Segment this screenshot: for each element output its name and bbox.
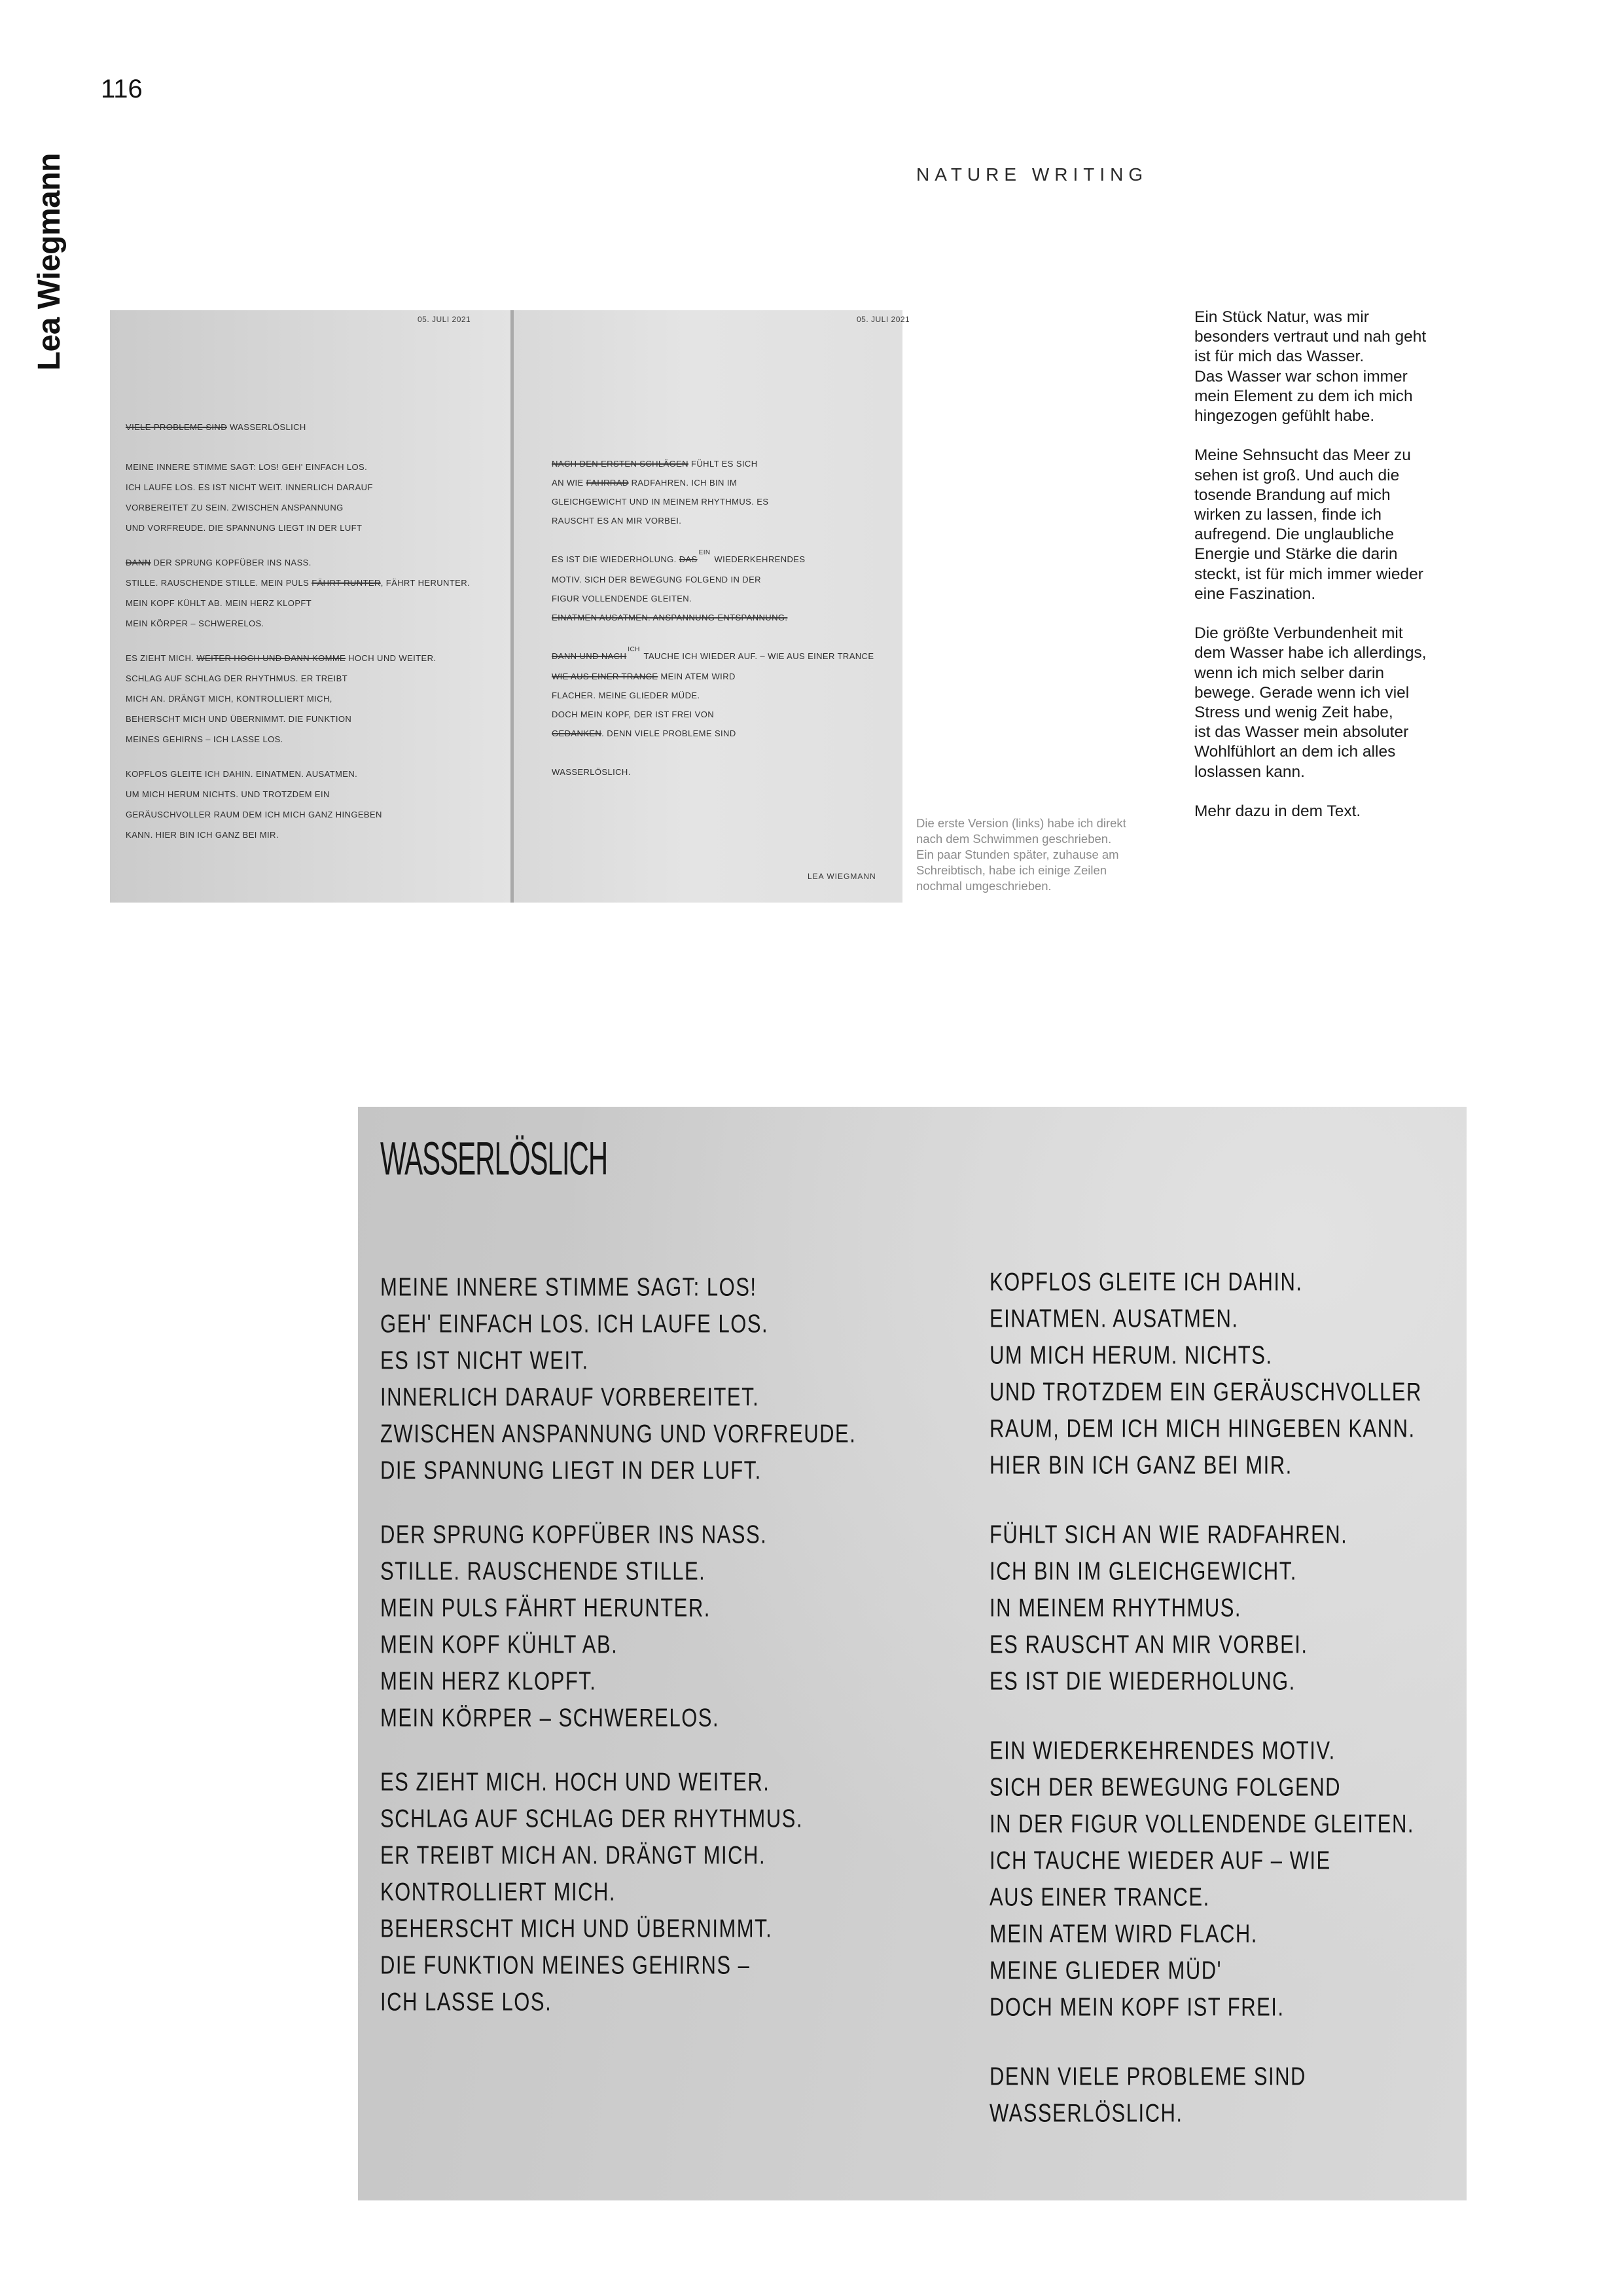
struck-out-text: WEITER HOCH UND DANN KOMME <box>196 653 346 663</box>
poem-line: ICH LASSE LOS. <box>380 1987 552 2017</box>
draft-line <box>126 729 470 749</box>
poem-line: GEH' EINFACH LOS. ICH LAUFE LOS. <box>380 1309 769 1338</box>
draft-line <box>126 784 470 804</box>
line-text: FIGUR VOLLENDENDE GLEITEN. <box>552 594 692 603</box>
poem-line: ICH TAUCHE WIEDER AUF – WIE <box>990 1846 1331 1875</box>
poem-right-column <box>990 1264 1422 2132</box>
line-text: MEINES GEHIRNS – ICH LASSE LOS. <box>126 734 283 744</box>
poem-line: MEIN PULS FÄHRT HERUNTER. <box>380 1593 711 1623</box>
struck-out-text: DANN UND NACH <box>552 651 627 661</box>
draft-line <box>126 709 470 729</box>
poem-left-column <box>380 1269 856 2020</box>
inserted-word: ICH <box>628 646 640 653</box>
poem-line: HIER BIN ICH GANZ BEI MIR. <box>990 1450 1293 1480</box>
line-text: MICH AN. DRÄNGT MICH, KONTROLLIERT MICH, <box>126 694 332 704</box>
line-text: SCHLAG AUF SCHLAG DER RHYTHMUS. ER TREIBT <box>126 673 348 683</box>
poem-stanza <box>380 1516 856 1736</box>
draft-line <box>552 608 874 627</box>
poem-line: RAUM, DEM ICH MICH HINGEBEN KANN. <box>990 1414 1416 1443</box>
line-text: . DENN VIELE PROBLEME SIND <box>601 728 736 738</box>
sheet-date: 05. JULI 2021 <box>857 315 910 324</box>
section-label: NATURE WRITING <box>916 164 1149 185</box>
inserted-word: EIN <box>698 549 711 556</box>
poem-stanza <box>990 1516 1422 1700</box>
line-text: RADFAHREN. ICH BIN IM <box>628 478 738 488</box>
draft-line <box>552 724 874 743</box>
poem-line: ES IST NICHT WEIT. <box>380 1346 589 1375</box>
draft-line <box>552 762 874 781</box>
draft-line <box>552 492 874 511</box>
struck-out-text: DAS <box>679 554 698 564</box>
draft-stanza <box>552 454 874 530</box>
draft-line <box>126 477 470 497</box>
struck-out-text: GEDANKEN <box>552 728 602 738</box>
draft-line <box>126 689 470 709</box>
poem-line: MEIN KÖRPER – SCHWERELOS. <box>380 1703 720 1732</box>
struck-out-text: WIE AUS EINER TRANCE <box>552 672 658 681</box>
line-text: MEIN KOPF KÜHLT AB. MEIN HERZ KLOPFT <box>126 598 312 608</box>
draft-stanza <box>126 648 470 749</box>
poem-stanza <box>380 1764 856 2020</box>
draft-line <box>126 573 470 593</box>
line-text: BEHERSCHT MICH UND ÜBERNIMMT. DIE FUNKTION <box>126 714 352 724</box>
page-number: 116 <box>101 75 143 103</box>
poem-line: ICH BIN IM GLEICHGEWICHT. <box>990 1556 1297 1586</box>
draft-stanza <box>552 647 874 743</box>
line-text: , FÄHRT HERUNTER. <box>380 578 471 588</box>
line-text: WIEDERKEHRENDES <box>711 554 806 564</box>
draft-line <box>126 804 470 825</box>
line-text: KANN. HIER BIN ICH GANZ BEI MIR. <box>126 830 279 840</box>
draft-line <box>552 473 874 492</box>
draft-stanza <box>126 764 470 845</box>
poem-line: STILLE. RAUSCHENDE STILLE. <box>380 1556 706 1586</box>
line-text: GERÄUSCHVOLLER RAUM DEM ICH MICH GANZ HINGEBEN <box>126 810 382 819</box>
line-text: GLEICHGEWICHT UND IN MEINEM RHYTHMUS. ES <box>552 497 769 507</box>
photo-caption: Die erste Version (links) habe ich direkt nach dem Schwimmen geschrieben. Ein paar Stunden später, zuhause am Schreibtisch, habe ich einige Zeilen nochmal umgeschrieben. <box>916 816 1126 893</box>
poem-line: UM MICH HERUM. NICHTS. <box>990 1340 1273 1370</box>
draft-line <box>552 647 874 667</box>
line-text: WASSERLÖSLICH <box>226 422 306 432</box>
poem-line: ES IST DIE WIEDERHOLUNG. <box>990 1666 1296 1696</box>
draft-line <box>126 648 470 668</box>
draft-stanza <box>552 550 874 627</box>
line-text: UND VORFREUDE. DIE SPANNUNG LIEGT IN DER LUFT <box>126 523 363 533</box>
poem-line: KONTROLLIERT MICH. <box>380 1877 616 1907</box>
line-text: RAUSCHT ES AN MIR VORBEI. <box>552 516 682 526</box>
poem-line: DIE SPANNUNG LIEGT IN DER LUFT. <box>380 1456 762 1485</box>
left-sheet-text <box>126 417 470 845</box>
poem-line: MEIN HERZ KLOPFT. <box>380 1666 597 1696</box>
line-text: MEINE INNERE STIMME SAGT: LOS! GEH' EINFACH LOS. <box>126 462 368 472</box>
draft-line <box>126 825 470 845</box>
poem-stanza <box>990 2058 1422 2132</box>
intro-paragraph: Meine Sehnsucht das Meer zu sehen ist groß. Und auch die tosende Brandung auf mich wirken zu lassen, finde ich aufregend. Die unglaubliche Energie und Stärke die darin steckt, ist für mich immer wieder eine Faszination. <box>1194 446 1423 603</box>
author-name: Lea Wiegmann <box>32 153 67 371</box>
poem-photo <box>358 1107 1467 2200</box>
line-text: KOPFLOS GLEITE ICH DAHIN. EINATMEN. AUSATMEN. <box>126 769 358 779</box>
draft-line <box>552 570 874 589</box>
line-text: FLACHER. MEINE GLIEDER MÜDE. <box>552 691 700 700</box>
poem-line: DOCH MEIN KOPF IST FREI. <box>990 1992 1285 2022</box>
line-text: DOCH MEIN KOPF, DER IST FREI VON <box>552 709 715 719</box>
poem-line: INNERLICH DARAUF VORBEREITET. <box>380 1382 760 1412</box>
poem-line: AUS EINER TRANCE. <box>990 1882 1210 1912</box>
poem-line: BEHERSCHT MICH UND ÜBERNIMMT. <box>380 1914 773 1943</box>
poem-line: IN MEINEM RHYTHMUS. <box>990 1593 1241 1623</box>
draft-stanza <box>126 457 470 538</box>
line-text: MEIN ATEM WIRD <box>658 672 736 681</box>
draft-line <box>126 497 470 518</box>
line-text: UM MICH HERUM NICHTS. UND TROTZDEM EIN <box>126 789 330 799</box>
line-text: ES ZIEHT MICH. <box>126 653 197 663</box>
poem-line: ZWISCHEN ANSPANNUNG UND VORFREUDE. <box>380 1419 857 1448</box>
struck-out-text: NACH DEN ERSTEN SCHLÄGEN <box>552 459 688 469</box>
draft-line <box>552 589 874 608</box>
line-text: VORBEREITET ZU SEIN. ZWISCHEN ANSPANNUNG <box>126 503 344 512</box>
line-text: WASSERLÖSLICH. <box>552 767 631 777</box>
line-text: ES IST DIE WIEDERHOLUNG. <box>552 554 679 564</box>
intro-paragraph: Ein Stück Natur, was mir besonders vertraut und nah geht ist für mich das Wasser. Das Wasser war schon immer mein Element zu dem ich mich hingezogen gefühlt habe. <box>1194 308 1427 425</box>
intro-paragraph: Mehr dazu in dem Text. <box>1194 802 1361 821</box>
right-draft-sheet <box>514 310 910 903</box>
draft-photo <box>110 310 910 903</box>
draft-line <box>552 705 874 724</box>
draft-line <box>126 593 470 613</box>
struck-out-text: FAHRRAD <box>586 478 629 488</box>
right-sheet-text <box>552 435 874 781</box>
poem-stanza <box>990 1732 1422 2026</box>
poem-line: SCHLAG AUF SCHLAG DER RHYTHMUS. <box>380 1804 803 1833</box>
handwritten-signature: LEA WIEGMANN <box>808 872 876 881</box>
intro-text <box>1194 308 1476 841</box>
draft-line <box>552 511 874 530</box>
intro-paragraph: Die größte Verbundenheit mit dem Wasser habe ich allerdings, wenn ich mich selber darin bewege. Gerade wenn ich viel Stress und wenig Zeit habe, ist das Wasser mein absoluter Wohlfühlort an dem ich alles loslassen kann. <box>1194 624 1427 781</box>
line-text: ICH LAUFE LOS. ES IST NICHT WEIT. INNERLICH DARAUF <box>126 482 373 492</box>
poem-line: DIE FUNKTION MEINES GEHIRNS – <box>380 1950 751 1980</box>
poem-stanza <box>990 1264 1422 1484</box>
poem-line: MEIN KOPF KÜHLT AB. <box>380 1630 618 1659</box>
poem-line: ES ZIEHT MICH. HOCH UND WEITER. <box>380 1767 770 1797</box>
draft-line <box>126 613 470 634</box>
draft-line <box>552 667 874 686</box>
struck-out-text: FÄHRT RUNTER <box>312 578 381 588</box>
draft-line <box>126 552 470 573</box>
poem-line: MEINE GLIEDER MÜD' <box>990 1956 1222 1985</box>
poem-line: ER TREIBT MICH AN. DRÄNGT MICH. <box>380 1840 766 1870</box>
draft-line <box>126 764 470 784</box>
line-text: STILLE. RAUSCHENDE STILLE. MEIN PULS <box>126 578 312 588</box>
draft-line <box>552 550 874 570</box>
poem-line: DER SPRUNG KOPFÜBER INS NASS. <box>380 1520 768 1549</box>
line-text: HOCH UND WEITER. <box>346 653 437 663</box>
poem-line: UND TROTZDEM EIN GERÄUSCHVOLLER <box>990 1377 1422 1407</box>
sheet-date: 05. JULI 2021 <box>418 315 471 324</box>
poem-line: EINATMEN. AUSATMEN. <box>990 1304 1239 1333</box>
draft-line <box>126 457 470 477</box>
poem-line: KOPFLOS GLEITE ICH DAHIN. <box>990 1267 1303 1297</box>
line-text: MOTIV. SICH DER BEWEGUNG FOLGEND IN DER <box>552 575 761 584</box>
poem-line: IN DER FIGUR VOLLENDENDE GLEITEN. <box>990 1809 1414 1839</box>
poem-stanza <box>380 1269 856 1489</box>
line-text: FÜHLT ES SICH <box>688 459 758 469</box>
left-draft-sheet <box>110 310 510 903</box>
struck-out-text: VIELE PROBLEME SIND <box>126 422 227 432</box>
draft-line <box>552 686 874 705</box>
poem-line: WASSERLÖSLICH. <box>990 2098 1183 2128</box>
poem-line: MEINE INNERE STIMME SAGT: LOS! <box>380 1272 757 1302</box>
draft-line <box>552 454 874 473</box>
struck-out-text: EINATMEN AUSATMEN. ANSPANNUNG ENTSPANNUNG. <box>552 613 788 622</box>
poem-line: MEIN ATEM WIRD FLACH. <box>990 1919 1258 1948</box>
draft-line <box>126 668 470 689</box>
line-text: DER SPRUNG KOPFÜBER INS NASS. <box>151 558 312 567</box>
draft-title <box>126 417 470 437</box>
draft-stanza <box>552 762 874 781</box>
poem-title: WASSERLÖSLICH <box>380 1132 608 1185</box>
poem-line: SICH DER BEWEGUNG FOLGEND <box>990 1772 1341 1802</box>
line-text: MEIN KÖRPER – SCHWERELOS. <box>126 619 264 628</box>
draft-stanza <box>126 552 470 634</box>
poem-line: EIN WIEDERKEHRENDES MOTIV. <box>990 1736 1336 1765</box>
poem-line: ES RAUSCHT AN MIR VORBEI. <box>990 1630 1308 1659</box>
draft-line <box>126 518 470 538</box>
poem-line: FÜHLT SICH AN WIE RADFAHREN. <box>990 1520 1348 1549</box>
line-text: AN WIE <box>552 478 586 488</box>
line-text: TAUCHE ICH WIEDER AUF. – WIE AUS EINER TRANCE <box>641 651 874 661</box>
poem-line: DENN VIELE PROBLEME SIND <box>990 2062 1306 2091</box>
struck-out-text: DANN <box>126 558 151 567</box>
